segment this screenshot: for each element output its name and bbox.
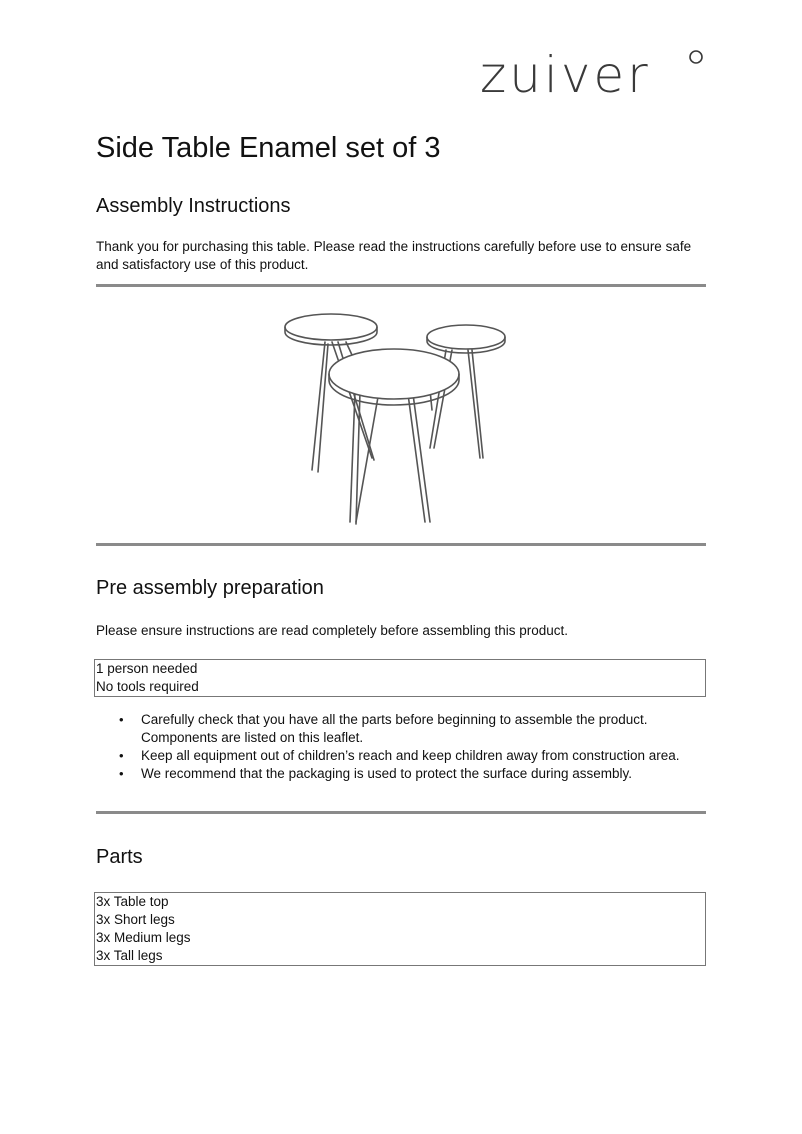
requirements-box [94, 659, 706, 697]
bullet-text: Carefully check that you have all the parts before beginning to assemble the product. Components are listed on this leaflet. [141, 712, 648, 745]
bullet-text: We recommend that the packaging is used to protect the surface during assembly. [141, 766, 633, 781]
assembly-intro: Thank you for purchasing this table. Please read the instructions carefully before use to ensure safe and satisfactory use of this product. [96, 239, 692, 272]
parts-heading: Parts [96, 846, 143, 868]
part-item: 3x Short legs [96, 912, 175, 927]
bullet-item [116, 765, 716, 783]
preparation-intro: Please ensure instructions are read completely before assembling this product. [96, 623, 568, 638]
divider [96, 811, 706, 814]
part-item: 3x Medium legs [96, 930, 191, 945]
side-tables-illustration [270, 302, 530, 534]
bullet-icon: • [119, 766, 124, 781]
parts-box [94, 892, 706, 966]
bullet-item [116, 711, 716, 747]
divider [96, 543, 706, 546]
preparation-bullets [116, 711, 716, 783]
brand-logo-text: zuiver [480, 46, 651, 104]
divider [96, 284, 706, 287]
part-item: 3x Table top [96, 894, 169, 909]
assembly-heading: Assembly Instructions [96, 195, 291, 217]
brand-logo [480, 45, 710, 107]
bullet-item [116, 747, 716, 765]
requirement-item: 1 person needed [96, 661, 198, 676]
requirement-item: No tools required [96, 679, 199, 694]
preparation-heading: Pre assembly preparation [96, 577, 324, 599]
logo-ring-icon [688, 49, 704, 65]
page-title: Side Table Enamel set of 3 [96, 132, 441, 164]
bullet-text: Keep all equipment out of children’s reach and keep children away from construction area. [141, 748, 680, 763]
bullet-icon: • [119, 748, 124, 763]
part-item: 3x Tall legs [96, 948, 163, 963]
bullet-icon: • [119, 712, 124, 727]
